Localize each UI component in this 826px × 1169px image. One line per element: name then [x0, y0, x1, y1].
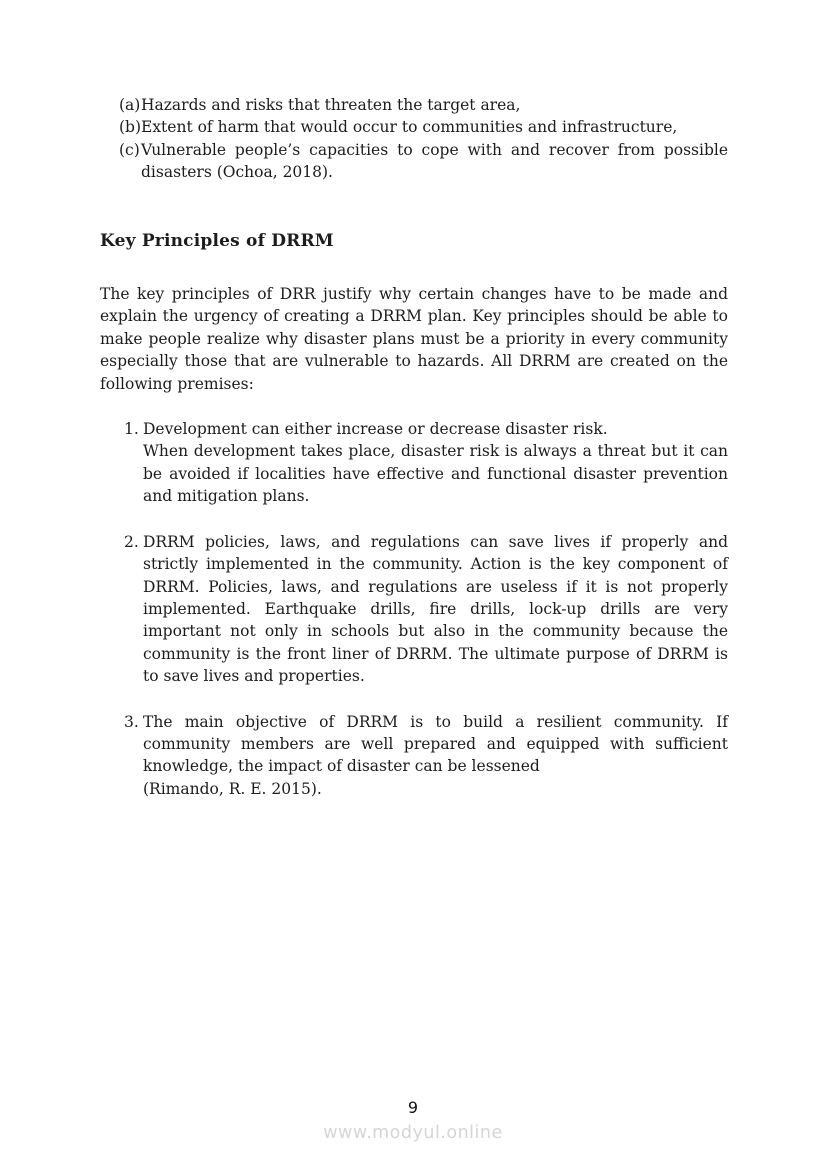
list-item [100, 94, 728, 116]
list-item-text: Extent of harm that would occur to communities and infrastructure, [141, 118, 678, 137]
section-heading: Key Principles of DRRM [100, 230, 334, 251]
list-item-text: Hazards and risks that threaten the target area, [141, 96, 521, 114]
numbered-item-marker: 2. [124, 532, 139, 551]
numbered-item-marker: 3. [124, 712, 139, 731]
section-intro-paragraph: The key principles of DRR justify why certain changes have to be made and explain the urgency of creating a DRRM plan. Key principles should be able to make people realize why disaster plans must be a priority in every community especially those that are vulnerable to hazards. All DRRM are created on the following premises: [100, 285, 728, 393]
numbered-item [100, 711, 728, 801]
page-number: 9 [407, 1098, 419, 1117]
numbered-item [100, 531, 728, 688]
list-item-text: Vulnerable people’s capacities to cope with and recover from possible disasters (Ochoa, 2018). [141, 140, 728, 182]
numbered-item-marker: 1. [124, 420, 139, 439]
numbered-item [100, 418, 728, 508]
numbered-item-line: DRRM policies, laws, and regulations can save lives if properly and strictly implemented in the community. Action is the key component of DRRM. Policies, laws, and regulations are useless if it is not properly implemented. Earthquake drills, fire drills, lock-up drills are very important not only in schools but also in the community because the community is the front liner of DRRM. The ultimate purpose of DRRM is to save lives and properties. [143, 532, 728, 686]
list-item-marker: (c) [119, 140, 140, 159]
list-item-marker: (b) [119, 118, 142, 137]
list-item-marker: (a) [119, 96, 141, 114]
watermark-url: www.modyul.online [323, 1123, 503, 1143]
document-body [100, 94, 728, 800]
list-item [100, 139, 728, 184]
numbered-item-line: When development takes place, disaster risk is always a threat but it can be avoided if localities have effective and functional disaster prevention and mitigation plans. [143, 442, 728, 506]
lettered-list [100, 94, 728, 184]
numbered-item-line: The main objective of DRRM is to build a resilient community. If community members are well prepared and equipped with sufficient knowledge, the impact of disaster can be lessened [143, 712, 728, 776]
numbered-item-line: Development can either increase or decrease disaster risk. [143, 420, 608, 439]
numbered-item-line: (Rimando, R. E. 2015). [143, 779, 322, 798]
numbered-list [100, 418, 728, 800]
list-item [100, 116, 728, 138]
